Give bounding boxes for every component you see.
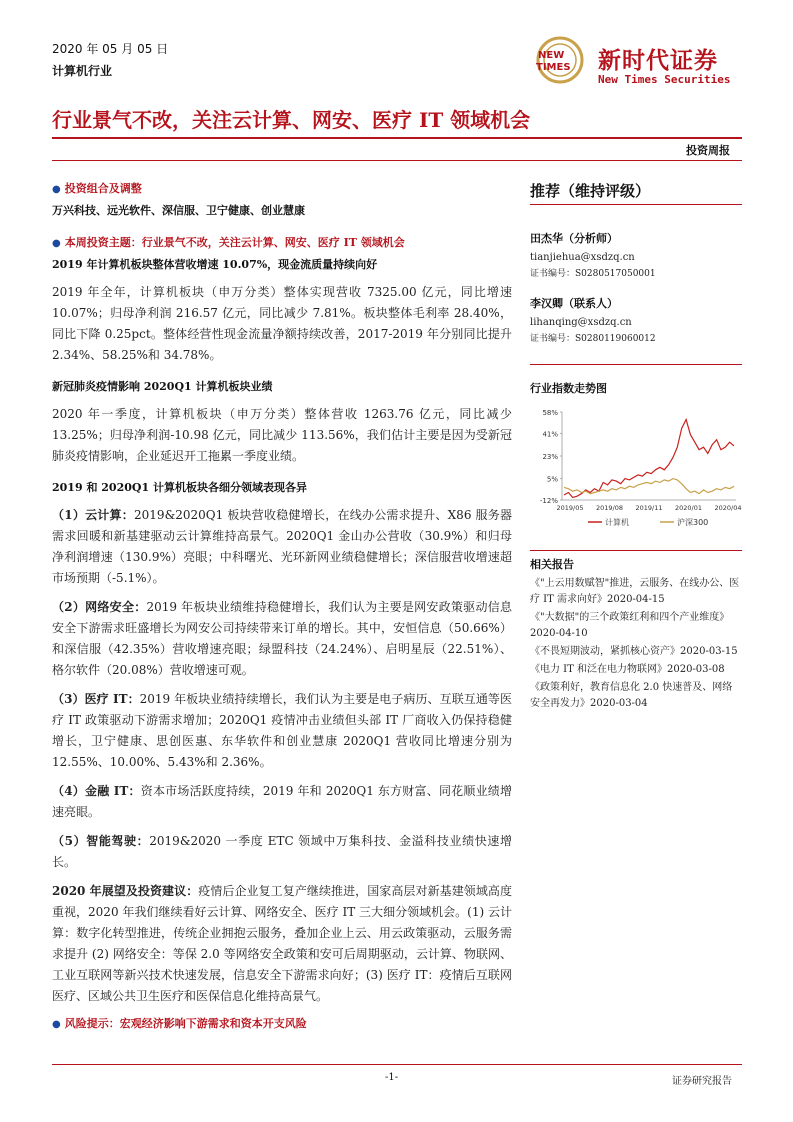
contact-cert: 证书编号：S0280119060012: [530, 334, 656, 344]
contact-email[interactable]: lihanqing@xsdzq.cn: [530, 317, 632, 328]
y-tick-label: -12%: [539, 497, 558, 505]
bullet-icon: ●: [52, 1019, 61, 1030]
header-divider: [52, 160, 742, 161]
analyst-name: 田杰华（分析师）: [530, 232, 618, 245]
index-chart: [528, 404, 742, 534]
y-tick-label: 41%: [542, 430, 558, 439]
legend-label: 沪深300: [677, 518, 709, 527]
analyst-divider: [530, 364, 742, 365]
segment-item: （4）金融 IT：资本市场活跃度持续，2019 年和 2020Q1 东方财富、同花顺业绩增速亮眼。: [52, 784, 512, 819]
theme-heading: ● 本周投资主题：行业景气不改，关注云计算、网安、医疗 IT 领域机会: [52, 236, 405, 249]
subheading-1: 2019 年计算机板块整体营收增速 10.07%，现金流质量持续向好: [52, 258, 378, 271]
bullet-icon: ●: [52, 184, 61, 195]
x-tick-label: 2020/04: [714, 504, 742, 512]
outlook-paragraph: 2020 年展望及投资建议：疫情后企业复工复产继续推进，国家高层对新基建领域高度重视，2020 年我们继续看好云计算、网络安全、医疗 IT 三大细分领域机会。(1) 云计算：数字化转型推进，传统企业拥抱云服务，叠加企业上云、用云政策驱动，云服务需求提升 (2) 网络安全：等保 2.0 等网络安全政策和安可后周期驱动，云计算、物联网、工业互联网等新兴技术快速发展，信息安全下游需求向好；(3) 医疗 IT：疫情后互联网医疗、区域公共卫生医疗和医保信息化维持高景气。: [52, 884, 512, 1003]
contact-name: 李汉卿（联系人）: [530, 297, 618, 310]
segment-item: （2）网络安全：2019 年板块业绩维持稳健增长，我们认为主要是网安政策驱动信息安全下游需求旺盛增长为网安公司持续带来订单的增长。其中，安恒信息（50.66%）和深信服（42.35%）营收增速亮眼；绿盟科技（24.24%）、启明星辰（22.51%）、格尔软件（20.08%）营收增速可观。: [52, 600, 513, 677]
page-number: -1-: [385, 1072, 399, 1083]
footer-label: 证券研究报告: [672, 1076, 732, 1087]
analyst-email[interactable]: tianjiehua@xsdzq.cn: [530, 252, 635, 263]
logo-cn: 新时代证券: [598, 48, 718, 74]
y-tick-label: 58%: [542, 409, 558, 417]
analyst-cert: 证书编号：S0280517050001: [530, 269, 656, 279]
segment-item: （1）云计算：2019&2020Q1 板块营收稳健增长，在线办公需求提升、X86 服务器需求回暖和新基建驱动云计算维持高景气。2020Q1 金山办公营收（30.9%）和归母净利润增速（130.9%）亮眼；中科曙光、光环新网业绩稳健增长；深信服营收增速超市场预期（-5.1%）。: [52, 508, 512, 585]
rating-divider: [530, 204, 742, 205]
paragraph-1: 2019 年全年，计算机板块（申万分类）整体实现营收 7325.00 亿元，同比增速 10.07%；归母净利润 216.57 亿元，同比减少 7.81%。板块整体毛利率 28.40%，同比下降 0.25pct。整体经营性现金流量净额持续改善，2017-2019 年分别同比提升 2.34%、58.25%和 34.78%。: [52, 285, 512, 362]
related-report-link[interactable]: 《"上云用数赋智"推进，云服务、在线办公、医疗 IT 需求向好》2020-04-15: [530, 578, 740, 605]
related-report-link[interactable]: 《不畏短期波动，紧抓核心资产》2020-03-15: [530, 646, 738, 657]
chart-divider: [530, 550, 742, 551]
subheading-2: 新冠肺炎疫情影响 2020Q1 计算机板块业绩: [52, 380, 273, 393]
x-tick-label: 2019/08: [595, 504, 624, 512]
x-tick-label: 2020/01: [674, 504, 703, 512]
paragraph-2: 2020 年一季度，计算机板块（申万分类）整体营收 1263.76 亿元，同比减少 13.25%；归母净利润-10.98 亿元，同比减少 113.56%，我们估计主要是因为受新冠肺炎疫情影响，企业延迟开工拖累一季度业绩。: [52, 407, 512, 463]
y-tick-label: 23%: [542, 453, 558, 461]
portfolio-stocks: 万兴科技、远光软件、深信服、卫宁健康、创业慧康: [52, 204, 305, 217]
related-heading: 相关报告: [530, 558, 574, 571]
y-tick-label: 5%: [546, 475, 558, 484]
related-report-link[interactable]: 《电力 IT 和泛在电力物联网》2020-03-08: [530, 664, 725, 675]
bullet-icon: ●: [52, 238, 61, 249]
x-tick-label: 2019/05: [556, 504, 584, 512]
subheading-3: 2019 和 2020Q1 计算机板块各细分领域表现各异: [52, 481, 307, 494]
report-title: 行业景气不改，关注云计算、网安、医疗 IT 领域机会: [52, 108, 531, 132]
related-report-link[interactable]: 《"大数据"的三个政策红利和四个产业维度》2020-04-10: [530, 612, 730, 639]
series-line-0: [564, 420, 734, 498]
title-divider: [52, 137, 742, 139]
segment-item: （5）智能驾驶：2019&2020 一季度 ETC 领域中万集科技、金溢科技业绩快速增长。: [52, 834, 512, 869]
report-type: 投资周报: [686, 144, 730, 157]
svg-text:NEW: NEW: [538, 50, 565, 61]
company-logo: [530, 34, 600, 86]
risk-heading: ● 风险提示：宏观经济影响下游需求和资本开支风险: [52, 1017, 307, 1030]
chart-title: 行业指数走势图: [530, 382, 607, 395]
rating: 推荐（维持评级）: [530, 182, 651, 200]
segment-item: （3）医疗 IT：2019 年板块业绩持续增长，我们认为主要是电子病历、互联互通等医疗 IT 政策驱动下游需求增加；2020Q1 疫情冲击业绩但头部 IT 厂商收入仍保持稳健增长，卫宁健康、思创医惠、东华软件和创业慧康 2020Q1 营收同比增速分别为 12.55%、10.00%、5.43%和 2.36%。: [52, 692, 512, 769]
related-report-link[interactable]: 《政策利好，教育信息化 2.0 快速普及、网络安全再发力》2020-03-04: [530, 682, 733, 709]
industry-label: 计算机行业: [52, 64, 113, 78]
x-tick-label: 2019/11: [635, 504, 663, 512]
report-date: 2020 年 05 月 05 日: [52, 42, 169, 56]
logo-en: New Times Securities: [598, 73, 731, 86]
svg-text:TIMES: TIMES: [536, 62, 571, 73]
footer-divider: [52, 1064, 742, 1065]
legend-label: 计算机: [605, 518, 629, 527]
portfolio-heading: ● 投资组合及调整: [52, 182, 142, 195]
